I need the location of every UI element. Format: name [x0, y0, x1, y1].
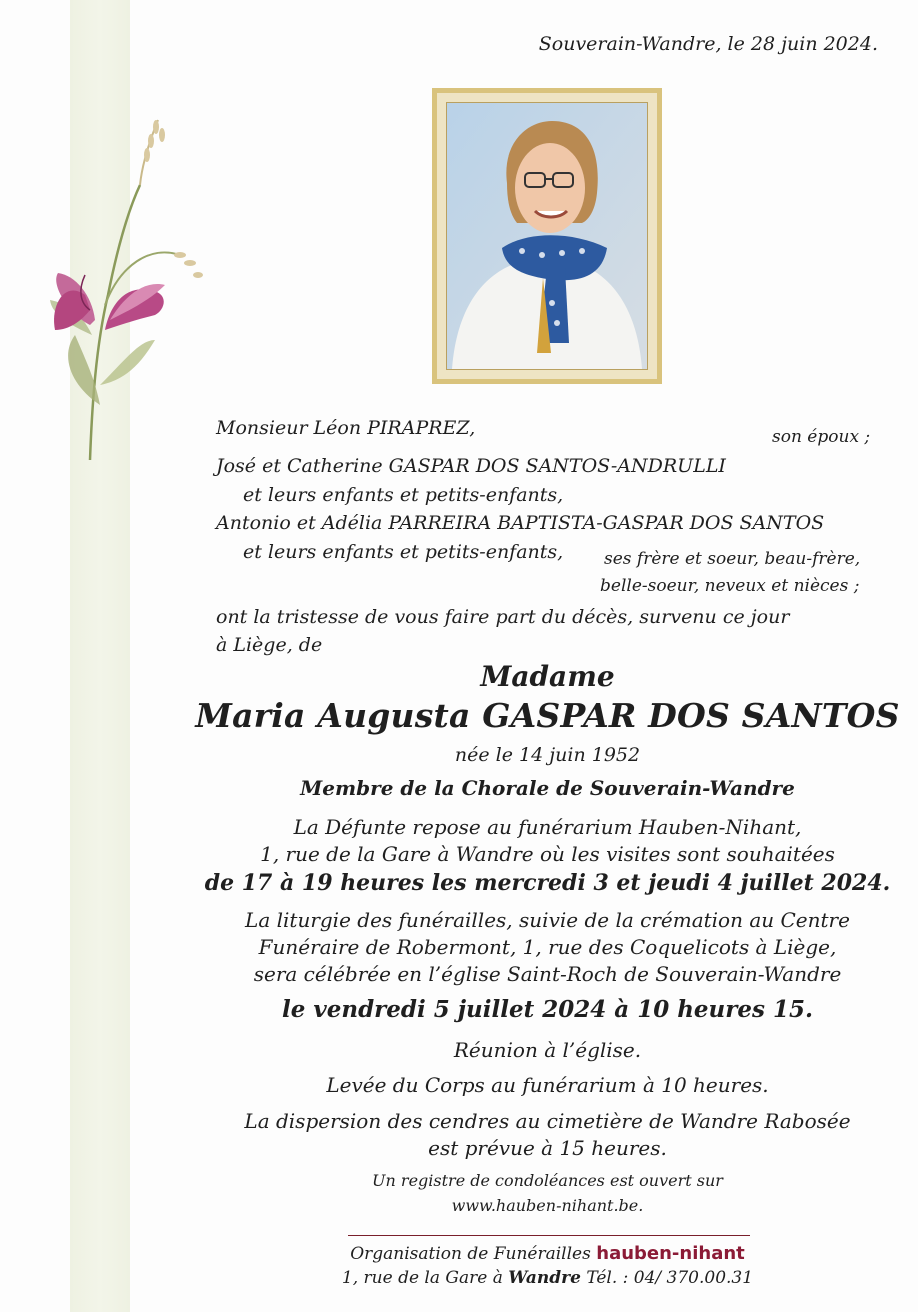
- brand-logo: hauben-nihant: [596, 1243, 745, 1264]
- siblings-role-1: ses frère et soeur, beau-frère,: [604, 549, 861, 569]
- dispersion-line-2: est prévue à 15 heures.: [428, 1136, 667, 1160]
- membership: Membre de la Chorale de Souverain-Wandre: [300, 776, 795, 800]
- sibling2-children: et leurs enfants et petits-enfants,: [243, 541, 564, 563]
- siblings-role-2: belle-soeur, neveux et nièces ;: [600, 576, 860, 596]
- visits-line-2: 1, rue de la Gare à Wandre où les visites sont souhaitées: [260, 842, 835, 866]
- announcement-line-1: ont la tristesse de vous faire part du décès, survenu ce jour: [216, 606, 790, 628]
- address-prefix: 1, rue de la Gare à: [341, 1268, 503, 1288]
- portrait-photo: [446, 102, 648, 370]
- address-town: Wandre: [508, 1268, 581, 1288]
- sibling1-children: et leurs enfants et petits-enfants,: [243, 484, 564, 506]
- liturgy-line-1: La liturgie des funérailles, suivie de la crémation au Centre: [245, 908, 850, 932]
- footer-org-label: Organisation de Funérailles: [350, 1244, 591, 1264]
- condolences-line: Un registre de condoléances est ouvert sur: [372, 1171, 723, 1190]
- sibling1-name: José et Catherine GASPAR DOS SANTOS-ANDRULLI: [216, 455, 726, 477]
- portrait-frame: [432, 88, 662, 384]
- dispersion-line-1: La dispersion des cendres au cimetière de Wandre Rabosée: [244, 1109, 851, 1133]
- condolences-website[interactable]: www.hauben-nihant.be.: [451, 1196, 644, 1215]
- spouse-role: son époux ;: [772, 427, 871, 447]
- spouse-name: Monsieur Léon PIRAPREZ,: [216, 417, 476, 439]
- liturgy-date: le vendredi 5 juillet 2024 à 10 heures 15.: [281, 996, 814, 1023]
- levee-note: Levée du Corps au funérarium à 10 heures.: [326, 1073, 769, 1097]
- phone: Tél. : 04/ 370.00.31: [586, 1268, 754, 1288]
- calla-lily-wheat-icon: [30, 105, 220, 475]
- announcement-line-2: à Liège, de: [216, 634, 323, 656]
- deceased-name: Maria Augusta GASPAR DOS SANTOS: [195, 696, 900, 735]
- birth-date: née le 14 juin 1952: [454, 744, 641, 766]
- sibling2-name: Antonio et Adélia PARREIRA BAPTISTA-GASPAR DOS SANTOS: [216, 512, 825, 534]
- deceased-title: Madame: [480, 660, 615, 693]
- visits-line-1: La Défunte repose au funérarium Hauben-Nihant,: [293, 815, 802, 839]
- footer-org: [180, 1243, 915, 1264]
- footer-divider: [348, 1235, 750, 1236]
- liturgy-line-2: Funéraire de Robermont, 1, rue des Coquelicots à Liège,: [258, 935, 837, 959]
- footer-address: [180, 1268, 915, 1288]
- visits-line-3: de 17 à 19 heures les mercredi 3 et jeudi 4 juillet 2024.: [204, 870, 891, 896]
- liturgy-line-3: sera célébrée en l’église Saint-Roch de Souverain-Wandre: [253, 962, 842, 986]
- meeting-note: Réunion à l’église.: [453, 1038, 642, 1062]
- place-date: Souverain-Wandre, le 28 juin 2024.: [538, 33, 878, 55]
